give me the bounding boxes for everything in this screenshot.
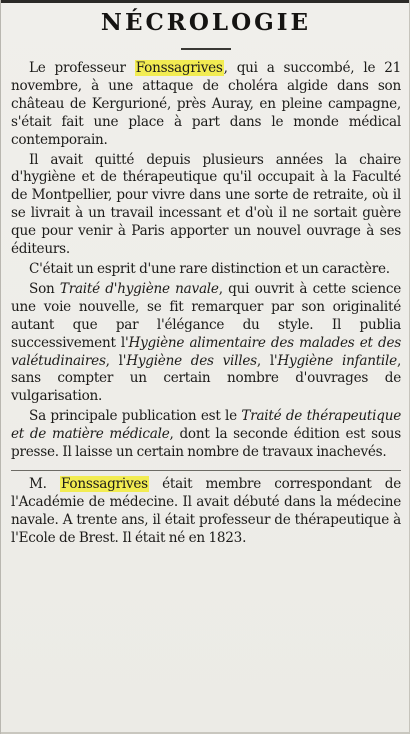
section-divider xyxy=(11,470,401,471)
heading-rule xyxy=(181,48,231,50)
highlighted-name: Fonssagrives xyxy=(60,475,148,492)
book-title-hygiene-infantile: Hygiène infantile xyxy=(277,352,397,369)
paragraph-5 xyxy=(11,408,401,462)
p4-text-2: , qui ouvrit à cette science une voie nouvelle, se fit remarquer par son originalité autant que par l'élégance du style. Il publia successivement l' xyxy=(11,280,401,351)
paragraph-1-text-end: , qui a succombé, le 21 novembre, à une attaque de choléra algide dans son château de Kergurioné, près Auray, en pleine campagne, s'était fait une place à part dans le monde médical contemporain. xyxy=(11,60,401,148)
paragraph-1 xyxy=(11,60,401,150)
paragraph-4 xyxy=(11,281,401,406)
book-title-hygiene-navale: Traité d'hygiène navale xyxy=(59,280,219,297)
p4-text-5: , sans compter un certain nombre d'ouvrages de vulgarisation. xyxy=(11,352,402,405)
p4-text-1: Son xyxy=(29,280,60,297)
p4-text-4: , l' xyxy=(256,352,278,369)
paragraph-1-text-start: Le professeur xyxy=(29,60,135,76)
book-title-therapeutique: Traité de thérapeutique et de matière médicale xyxy=(11,408,401,443)
book-title-hygiene-alimentaire: Hygiène alimentaire des malades et des valétudinaires xyxy=(11,334,401,369)
paragraph-6 xyxy=(11,476,401,548)
p5-text-2: , dont la seconde édition est sous presse. Il laisse un certain nombre de travaux inachevés. xyxy=(11,426,401,461)
paragraph-2: Il avait quitté depuis plusieurs années la chaire d'hygiène et de thérapeutique qu'il occupait à la Faculté de Montpellier, pour vivre dans une sorte de retraite, où il se livrait à un travail incessant et d'où il ne sortait guère que pour venir à Paris apporter un nouvel ouvrage à ses éditeurs. xyxy=(11,151,401,258)
section-heading: NÉCROLOGIE xyxy=(100,9,312,36)
paragraph-6-text-start: M. xyxy=(29,475,60,492)
obituary-article xyxy=(11,60,401,548)
p4-text-3: , l' xyxy=(105,352,127,369)
book-title-hygiene-villes: Hygiène des villes xyxy=(126,352,257,369)
p5-text-1: Sa principale publication est le xyxy=(29,408,242,425)
highlighted-name: Fonssagrives xyxy=(135,60,223,76)
paragraph-3: C'était un esprit d'une rare distinction et un caractère. xyxy=(29,260,390,277)
paragraph-6-text-end: était membre correspondant de l'Académie de médecine. Il avait débuté dans la médecine navale. A trente ans, il était professeur de thérapeutique à l'Ecole de Brest. Il était né en 1823. xyxy=(11,475,401,546)
top-rule xyxy=(1,0,409,3)
